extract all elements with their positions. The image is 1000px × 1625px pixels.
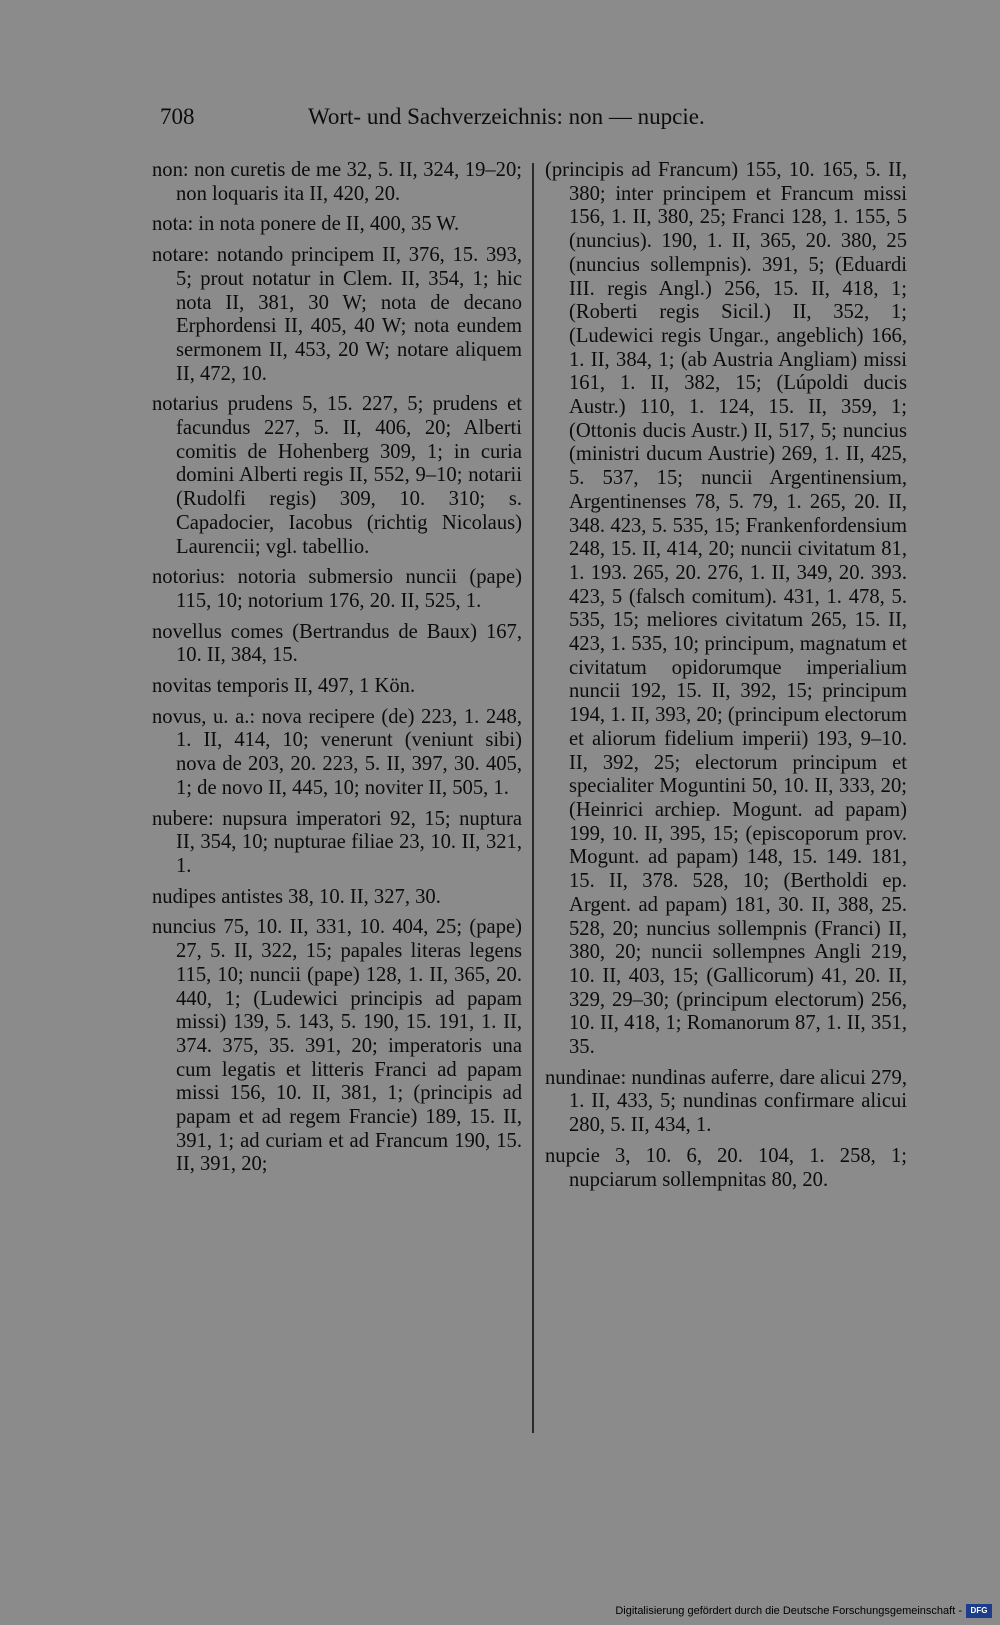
index-entry-nubere: nubere: nupsura imperatori 92, 15; nuptura II, 354, 10; nupturae filiae 23, 10. II, 321, 1.: [152, 807, 522, 877]
column-divider: [532, 163, 534, 1433]
index-entry-notare: notare: notando principem II, 376, 15. 393, 5; prout notatur in Clem. II, 354, 1; hic nota II, 381, 30 W; nota de decano Erphordensi II, 405, 40 W; nota eundem sermonem II, 453, 20 W; notare aliquem II, 472, 10.: [152, 244, 522, 385]
index-entry-novellus: novellus comes (Bertrandus de Baux) 167, 10. II, 384, 15.: [152, 620, 522, 667]
index-entry-non: non: non curetis de me 32, 5. II, 324, 19–20; non loquaris ita II, 420, 20.: [152, 159, 522, 205]
footer-text: Digitalisierung gefördert durch die Deutsche Forschungsgemeinschaft -: [615, 1605, 962, 1617]
index-entry-nuncius: nuncius 75, 10. II, 331, 10. 404, 25; (pape) 27, 5. II, 322, 15; papales literas legens 115, 10; nuncii (pape) 128, 1. II, 365, 20. 440, 1; (Ludewici principis ad papam missi) 139, 5. 143, 5. 190, 15. 191, 1. II, 374. 375, 35. 391, 20; imperatoris una cum legatis et litteris Franci ad papam missi 156, 10. II, 381, 1; (principis ad papam et ad regem Francie) 189, 15. II, 391, 1; ad curiam et ad Francum 190, 15. II, 391, 20;: [152, 916, 522, 1176]
index-entry-nundinae: nundinae: nundinas auferre, dare alicui 279, 1. II, 433, 5; nundinas confirmare alicui 280, 5. II, 434, 1.: [545, 1066, 907, 1137]
index-entry-notarius: notarius prudens 5, 15. 227, 5; prudens et facundus 227, 5. II, 406, 20; Alberti comitis de Hohenberg 309, 1; in curia domini Alberti regis II, 552, 9–10; notarii (Rudolfi regis) 309, 10. 310; s. Capadocier, Iacobus (richtig Nicolaus) Laurencii; vgl. tabellio.: [152, 393, 522, 558]
index-entry-novus: novus, u. a.: nova recipere (de) 223, 1. 248, 1. II, 414, 10; venerunt (veniunt sibi) nova de 203, 20. 223, 5. II, 397, 30. 405, 1; de novo II, 445, 10; noviter II, 505, 1.: [152, 705, 522, 799]
page-header: [160, 100, 770, 134]
index-entry-notorius: notorius: notoria submersio nuncii (pape) 115, 10; notorium 176, 20. II, 525, 1.: [152, 566, 522, 612]
page-number: 708: [160, 104, 195, 129]
digitization-footer: [615, 1603, 992, 1619]
running-head: Wort- und Sachverzeichnis: non — nupcie.: [308, 104, 705, 129]
right-column: [545, 159, 907, 1199]
left-column: [152, 159, 522, 1184]
dfg-logo-icon: DFG: [966, 1604, 992, 1618]
index-entry-nota: nota: in nota ponere de II, 400, 35 W.: [152, 213, 460, 236]
index-entry-nupcie: nupcie 3, 10. 6, 20. 104, 1. 258, 1; nupciarum sollempnitas 80, 20.: [545, 1144, 907, 1191]
index-entry-nudipes: nudipes antistes 38, 10. II, 327, 30.: [152, 885, 441, 908]
index-entry-nuncius-continued: (principis ad Francum) 155, 10. 165, 5. II, 380; inter principem et Francum missi 156, 1. II, 380, 25; Franci 128, 1. 155, 5 (nuncius). 190, 1. II, 365, 20. 380, 25 (nuncius sollempnis). 391, 5; (Eduardi III. regis Angl.) 256, 15. II, 418, 1; (Roberti regis Sicil.) II, 352, 1; (Ludewici regis Ungar., angeblich) 166, 1. II, 384, 1; (ab Austria Angliam) missi 161, 1. II, 382, 15; (Lúpoldi ducis Austr.) 110, 1. 124, 15. II, 359, 1; (Ottonis ducis Austr.) II, 517, 5; nuncius (ministri ducum Austrie) 269, 1. II, 425, 5. 537, 15; nuncii Argentinensium, Argentinenses 78, 5. 79, 1. 265, 20. II, 348. 423, 5. 535, 15; Frankenfordensium 248, 15. II, 414, 20; nuncii civitatum 81, 1. 193. 265, 20. 276, 1. II, 349, 20. 393. 423, 5 (falsch comitum). 431, 1. 478, 5. 535, 15; meliores civitatum 265, 15. II, 423, 1. 535, 10; principum, magnatum et civitatum opidorumque imperialium nuncii 192, 15. II, 392, 15; principum 194, 1. II, 393, 20; (principum electorum et aliorum fidelium imperii) 193, 9–10. II, 392, 25; electorum principum et specialiter Moguntini 50, 10. II, 333, 20; (Heinrici archiep. Mogunt. ad papam) 199, 10. II, 395, 15; (episcoporum prov. Mogunt. ad papam) 148, 15. 149. 181, 15. II, 378. 528, 10; (Bertholdi ep. Argent. ad papam) 181, 30. II, 388, 25. 528, 20; nuncius sollempnis (Franci) II, 380, 20; nuncii sollempnes Angli 219, 10. II, 403, 15; (Gallicorum) 41, 20. II, 329, 29–30; (principum electorum) 256, 10. II, 418, 1; Romanorum 87, 1. II, 351, 35.: [545, 159, 907, 1059]
index-entry-novitas: novitas temporis II, 497, 1 Kön.: [152, 675, 416, 698]
